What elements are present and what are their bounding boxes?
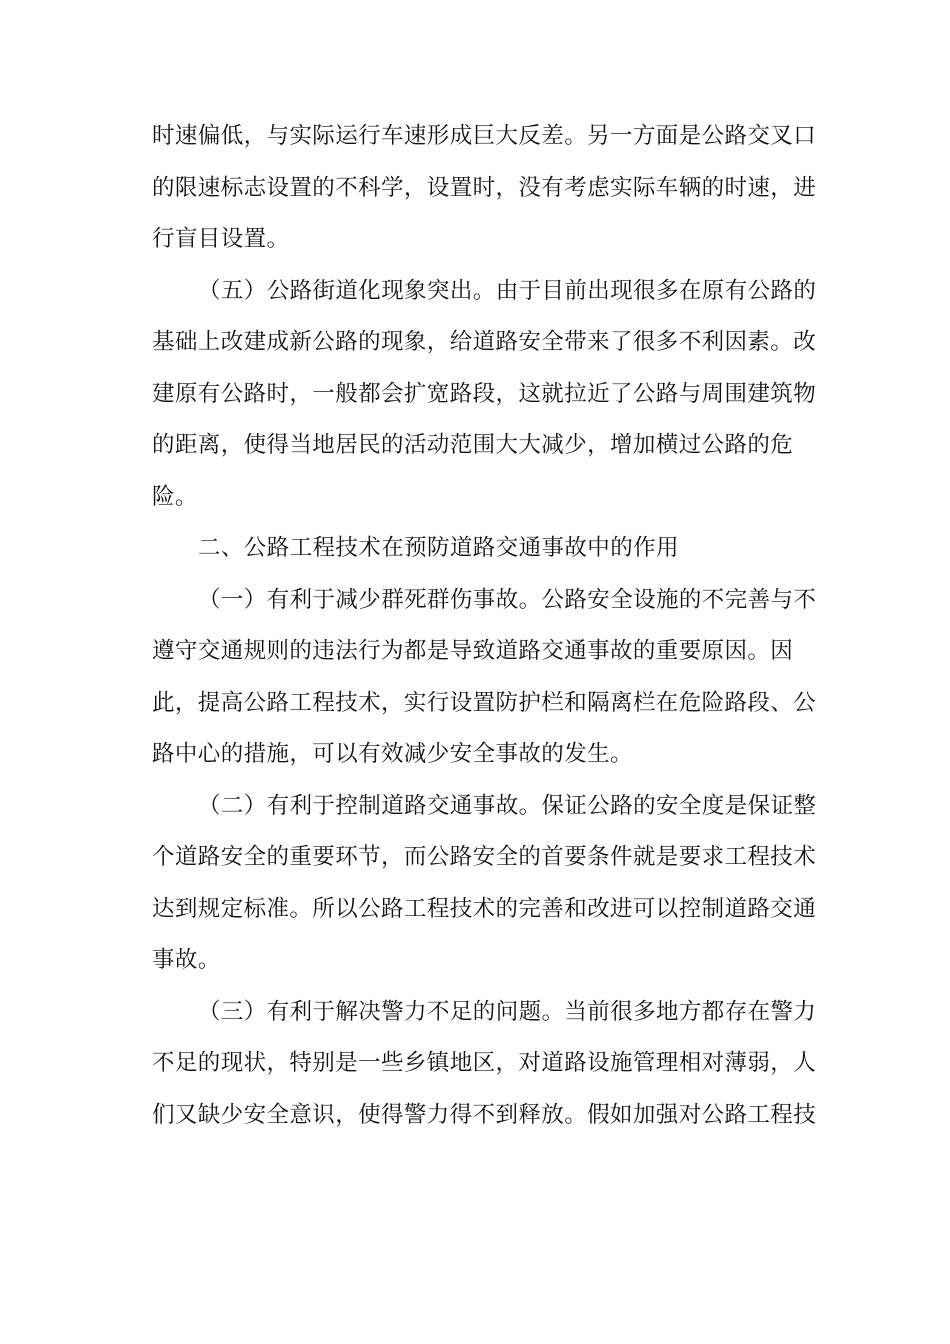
body-text-line: 险。 (152, 484, 198, 510)
body-text-line: 达到规定标准。所以公路工程技术的完善和改进可以控制道路交通 (152, 896, 817, 922)
paragraph-heading-line: （五）公路街道化现象突出。由于目前出现很多在原有公路的 (198, 278, 817, 304)
body-text-line: 此，提高公路工程技术，实行设置防护栏和隔离栏在危险路段、公 (152, 690, 817, 716)
body-text-line: 路中心的措施，可以有效减少安全事故的发生。 (152, 741, 633, 767)
body-text-line: 的距离，使得当地居民的活动范围大大减少，增加横过公路的危 (152, 432, 794, 458)
paragraph-heading-line: （二）有利于控制道路交通事故。保证公路的安全度是保证整 (198, 793, 817, 819)
body-text-line: 时速偏低，与实际运行车速形成巨大反差。另一方面是公路交叉口 (152, 123, 817, 149)
paragraph-heading-line: （一）有利于减少群死群伤事故。公路安全设施的不完善与不 (198, 587, 817, 613)
body-text-line: 遵守交通规则的违法行为都是导致道路交通事故的重要原因。因 (152, 638, 794, 664)
paragraph-heading-line: （三）有利于解决警力不足的问题。当前很多地方都存在警力 (198, 999, 817, 1025)
body-text-line: 不足的现状，特别是一些乡镇地区，对道路设施管理相对薄弱，人 (152, 1050, 817, 1076)
section-heading: 二、公路工程技术在预防道路交通事故中的作用 (198, 535, 679, 561)
body-text-line: 基础上改建成新公路的现象，给道路安全带来了很多不利因素。改 (152, 329, 817, 355)
body-text-line: 的限速标志设置的不科学，设置时，没有考虑实际车辆的时速，进 (152, 175, 817, 201)
body-text-line: 们又缺少安全意识，使得警力得不到释放。假如加强对公路工程技 (152, 1102, 817, 1128)
body-text-line: 事故。 (152, 947, 221, 973)
body-text-line: 个道路安全的重要环节，而公路安全的首要条件就是要求工程技术 (152, 844, 817, 870)
body-text-line: 行盲目设置。 (152, 226, 290, 252)
body-text-line: 建原有公路时，一般都会扩宽路段，这就拉近了公路与周围建筑物 (152, 381, 817, 407)
